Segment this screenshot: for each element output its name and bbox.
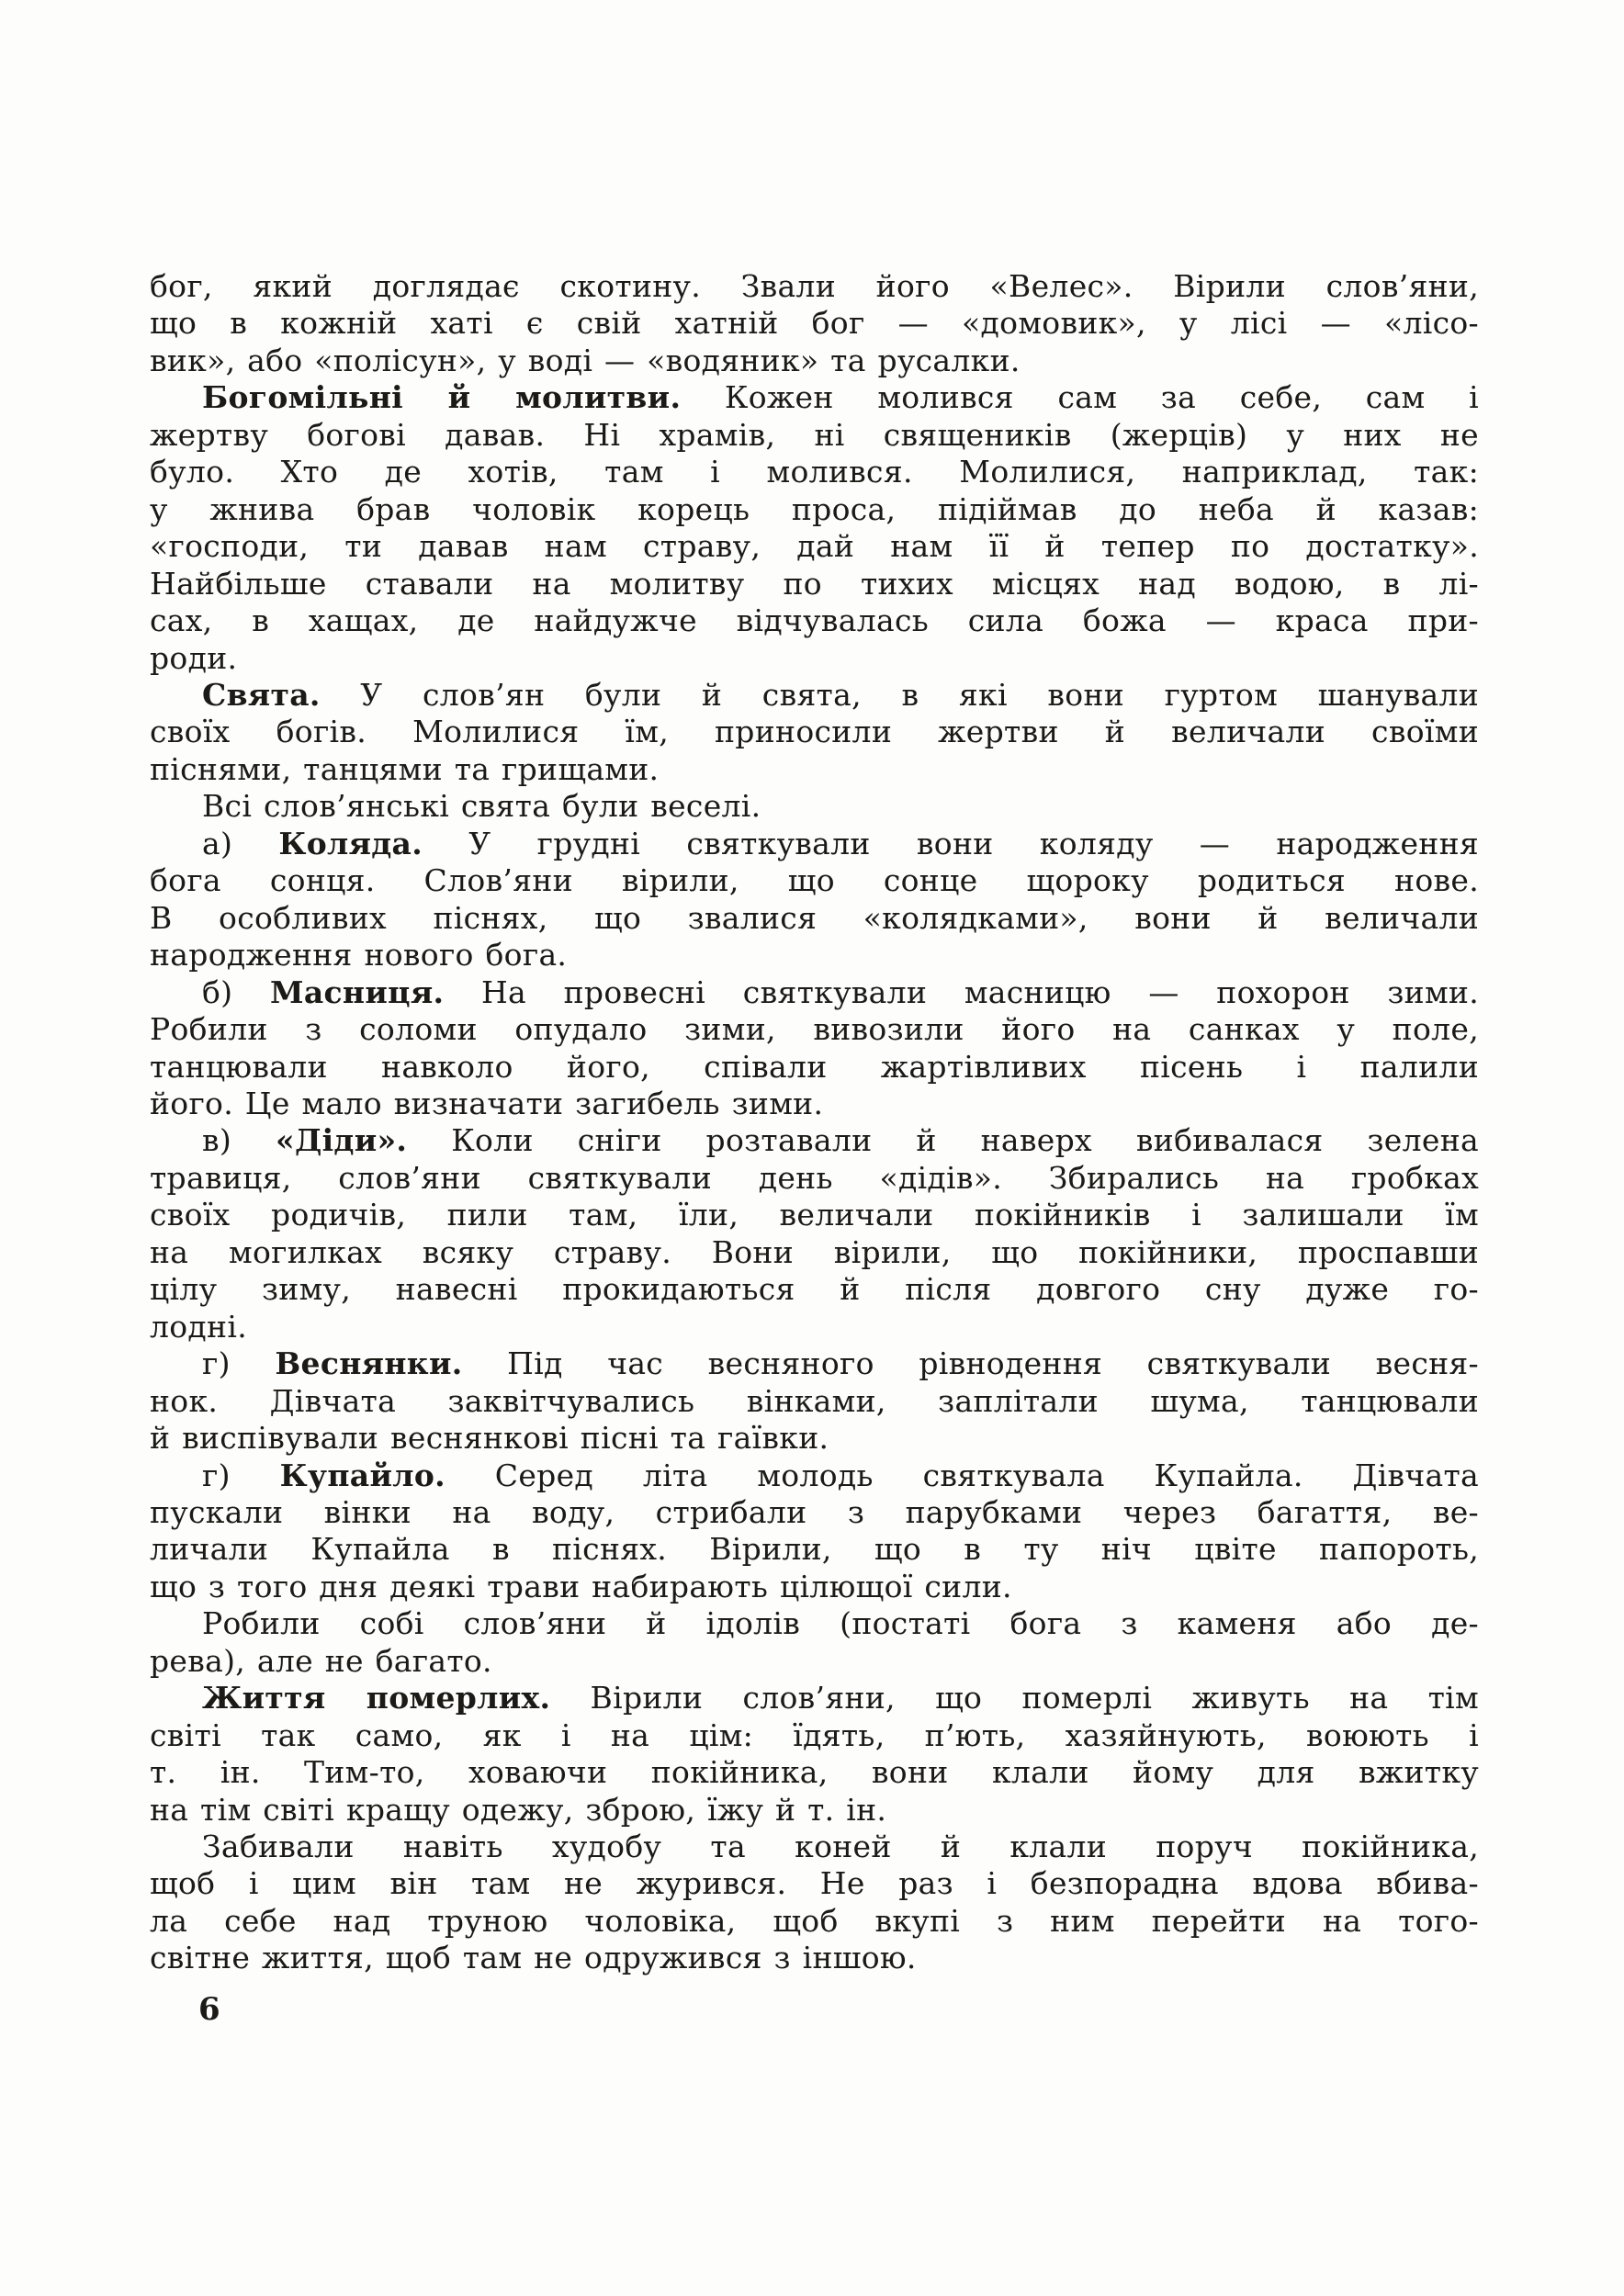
text-line: Робили собі слов’яни й ідолів (постаті бога з каменя або де- bbox=[202, 1605, 1479, 1642]
text-line: Всі слов’янські свята були веселі. bbox=[202, 788, 761, 825]
text-line: «господи, ти давав нам страву, дай нам її й тепер по достатку». bbox=[150, 528, 1479, 565]
text-line: травиця, слов’яни святкували день «дідів». Збирались на гробках bbox=[150, 1159, 1479, 1196]
text-line: жертву богові давав. Ні храмів, ні священиків (жерців) у них не bbox=[150, 416, 1479, 453]
text-line: своїх богів. Молилися їм, приносили жертви й величали своїми bbox=[150, 714, 1479, 750]
text-line: бога сонця. Слов’яни вірили, що сонце щороку родиться нове. bbox=[150, 862, 1479, 899]
text-line: світне життя, щоб там не одружився з іншою. bbox=[150, 1940, 917, 1976]
text-line: нок. Дівчата заквітчувались вінками, заплітали шума, танцювали bbox=[150, 1382, 1479, 1419]
text-line: Богомільні й молитви. Кожен молився сам за себе, сам і bbox=[202, 379, 1480, 416]
text-line: В особливих піснях, що звалися «колядками», вони й величали bbox=[150, 899, 1479, 936]
text-line: й виспівували веснянкові пісні та гаївки. bbox=[150, 1420, 829, 1457]
text-line: піснями, танцями та грищами. bbox=[150, 750, 660, 787]
text-line: бог, який доглядає скотину. Звали його «Велес». Вірили слов’яни, bbox=[150, 268, 1479, 304]
text-line: г) Веснянки. Під час весняного рівнодення святкували весня- bbox=[202, 1345, 1479, 1382]
bold-heading: Свята. bbox=[202, 676, 321, 713]
text-line: що в кожній хаті є свій хатній бог — «домовик», у лісі — «лісо- bbox=[150, 305, 1479, 342]
bold-heading: Коляда. bbox=[278, 825, 423, 861]
text-line: Робили з соломи опудало зими, вивозили його на санках у поле, bbox=[150, 1011, 1479, 1048]
text-line: в) «Діди». Коли сніги розтавали й наверх вибивалася зелена bbox=[202, 1122, 1479, 1159]
text-line: ла себе над труною чоловіка, щоб вкупі з ним перейти на того- bbox=[150, 1902, 1479, 1939]
text-line: танцювали навколо його, співали жартівливих пісень і палили bbox=[150, 1048, 1479, 1085]
text-line: б) Масниця. На провесні святкували масницю — похорон зими. bbox=[202, 974, 1480, 1010]
bold-heading: Життя померлих. bbox=[202, 1680, 551, 1716]
text-line: роди. bbox=[150, 639, 238, 676]
text-line: сах, в хащах, де найдужче відчувалась сила божа — краса при- bbox=[150, 602, 1479, 639]
text-line: на тім світі кращу одежу, зброю, їжу й т. ін. bbox=[150, 1791, 887, 1828]
text-line: т. ін. Тим-то, ховаючи покійника, вони клали йому для вжитку bbox=[150, 1754, 1479, 1791]
text-line: у жнива брав чоловік корець проса, підіймав до неба й казав: bbox=[150, 490, 1479, 527]
page-text-block bbox=[150, 268, 1479, 1977]
text-line: було. Хто де хотів, там і молився. Молилися, наприклад, так: bbox=[150, 454, 1479, 490]
text-line: лодні. bbox=[150, 1308, 247, 1345]
text-line: народження нового бога. bbox=[150, 937, 568, 974]
text-line: а) Коляда. У грудні святкували вони коляду — народження bbox=[202, 825, 1479, 861]
bold-heading: Веснянки. bbox=[275, 1345, 463, 1382]
text-line: цілу зиму, навесні прокидаються й після довгого сну дуже го- bbox=[150, 1271, 1479, 1308]
text-line: рева), але не багато. bbox=[150, 1642, 492, 1679]
bold-heading: «Діди». bbox=[276, 1122, 408, 1159]
text-line: пускали вінки на воду, стрибали з парубками через багаття, ве- bbox=[150, 1493, 1479, 1530]
text-line: Найбільше ставали на молитву по тихих місцях над водою, в лі- bbox=[150, 565, 1479, 602]
text-line: щоб і цим він там не журився. Не раз і безпорадна вдова вбива- bbox=[150, 1865, 1479, 1902]
text-line: Життя померлих. Вірили слов’яни, що померлі живуть на тім bbox=[202, 1680, 1479, 1716]
bold-heading: Богомільні й молитви. bbox=[202, 379, 682, 416]
text-line: світі так само, як і на цім: їдять, п’ють, хазяйнують, воюють і bbox=[150, 1716, 1479, 1753]
text-line: на могилках всяку страву. Вони вірили, що покійники, проспавши bbox=[150, 1233, 1479, 1270]
text-line: його. Це мало визначати загибель зими. bbox=[150, 1085, 824, 1121]
text-line: личали Купайла в піснях. Вірили, що в ту ніч цвіте папороть, bbox=[150, 1531, 1479, 1568]
text-line: Свята. У слов’ян були й свята, в які вони гуртом шанували bbox=[202, 676, 1479, 713]
text-line: г) Купайло. Серед літа молодь святкувала Купайла. Дівчата bbox=[202, 1457, 1479, 1493]
bold-heading: Купайло. bbox=[279, 1457, 445, 1493]
text-line: вик», або «полісун», у воді — «водяник» та русалки. bbox=[150, 342, 1021, 378]
text-line: своїх родичів, пили там, їли, величали покійників і залишали їм bbox=[150, 1197, 1479, 1233]
text-line: що з того дня деякі трави набирають цілющої сили. bbox=[150, 1568, 1012, 1604]
bold-heading: Масниця. bbox=[270, 974, 445, 1010]
page-number: 6 bbox=[198, 1991, 220, 2028]
text-line: Забивали навіть худобу та коней й клали поруч покійника, bbox=[202, 1829, 1479, 1865]
